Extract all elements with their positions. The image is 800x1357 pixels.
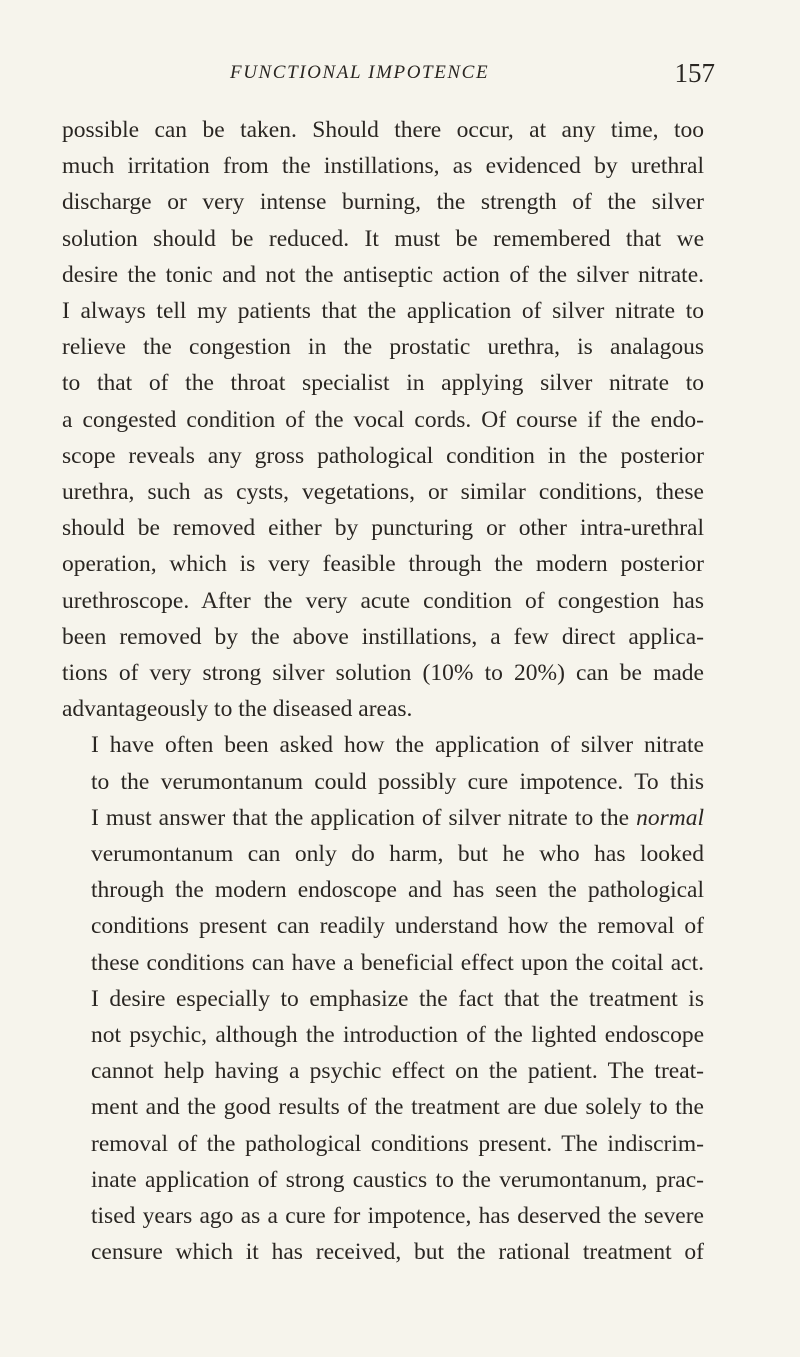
text-line: should be removed either by puncturing or other intra-urethral (62, 515, 704, 542)
text-line: possible can be taken. Should there occur, at any time, too (62, 117, 704, 143)
text-line: I desire especially to emphasize the fact that the treatment is (91, 985, 704, 1012)
text-line: verumontanum can only do harm, but he who has looked (91, 841, 704, 868)
text-line: a congested condition of the vocal cords. Of course if the endo- (62, 406, 704, 433)
italic-emphasis: normal (636, 804, 704, 831)
text-line: to the verumontanum could possibly cure impotence. To this (91, 768, 704, 795)
text-line: relieve the congestion in the prostatic urethra, is analagous (62, 334, 704, 361)
text-line: operation, which is very feasible through the modern posterior (62, 551, 704, 578)
text-line: I have often been asked how the application of silver nitrate (91, 732, 704, 759)
text-line: scope reveals any gross pathological condition in the posterior (62, 442, 704, 469)
text-line: to that of the throat specialist in applying silver nitrate to (62, 370, 704, 397)
text-line: removal of the pathological conditions present. The indiscrim- (91, 1130, 704, 1157)
text-line: ment and the good results of the treatment are due solely to the (91, 1094, 704, 1121)
text-line: inate application of strong caustics to the verumontanum, prac- (91, 1166, 704, 1193)
text-line: censure which it has received, but the rational treatment of (91, 1239, 704, 1266)
text-line (62, 800, 704, 836)
text-line: urethroscope. After the very acute condition of congestion has (62, 587, 704, 614)
running-head-title: FUNCTIONAL IMPOTENCE (230, 62, 490, 83)
text-line: through the modern endoscope and has seen the pathological (91, 877, 704, 904)
text-line: much irritation from the instillations, as evidenced by urethral (62, 153, 704, 180)
text-line: I always tell my patients that the application of silver nitrate to (62, 298, 704, 325)
text-line: tions of very strong silver solution (10% to 20%) can be made (62, 660, 704, 687)
page-number: 157 (674, 58, 715, 88)
text-line: desire the tonic and not the antiseptic action of the silver nitrate. (62, 261, 704, 288)
text-line: not psychic, although the introduction of the lighted endoscope (91, 1022, 704, 1049)
text-line: conditions present can readily understand how the removal of (91, 913, 704, 940)
text-line: urethra, such as cysts, vegetations, or similar conditions, these (62, 479, 704, 506)
text-line: discharge or very intense burning, the strength of the silver (62, 189, 704, 216)
text-line: cannot help having a psychic effect on the patient. The treat- (91, 1058, 704, 1085)
text-line: these conditions can have a beneficial effect upon the coital act. (91, 949, 704, 976)
paragraph-2 (62, 727, 704, 1270)
text-line: been removed by the above instillations, a few direct applica- (62, 623, 704, 650)
body-text (62, 112, 704, 1271)
paragraph-1 (62, 112, 704, 727)
text-line: tised years ago as a cure for impotence, has deserved the severe (91, 1203, 704, 1230)
text-segment: I must answer that the application of silver nitrate to the (91, 804, 637, 831)
text-line: advantageously to the diseased areas. (62, 696, 413, 723)
text-line: solution should be reduced. It must be remembered that we (62, 225, 704, 252)
